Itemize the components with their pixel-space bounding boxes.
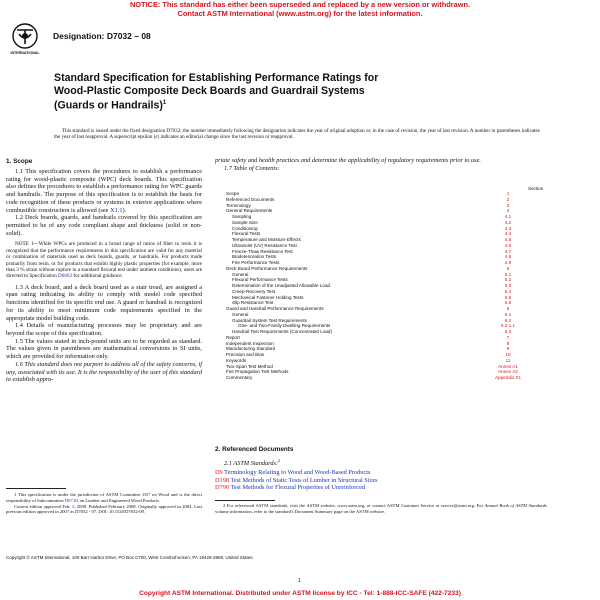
toc-title: Mechanical Fastener Holding Tests (232, 294, 304, 300)
toc-section-link[interactable]: 5 (506, 265, 510, 271)
notice-line-2: Contact ASTM International (www.astm.org) for the latest information. (177, 9, 423, 18)
footnote-rule-right (215, 500, 275, 501)
issuance-note: This standard is issued under the fixed designation D7032; the number immediately following the designation indicates the year of original adoption or, in the case of revision, the year of last revision. A number in parentheses indicates the year of last reapproval. A superscript epsilon (ε) indicates an editorial change since the last revision or reapproval. (54, 128, 540, 141)
toc-title: Biodeterioration Tests (232, 254, 277, 260)
toc-section-link[interactable]: 5.3 (504, 283, 512, 288)
reference-title-link[interactable]: Terminology Relating to Wood and Wood-Based Products (224, 468, 371, 476)
toc-title: Temperature and Moisture Effects (232, 237, 301, 242)
toc-title: Fire Performance Tests (232, 260, 280, 265)
toc-section-link[interactable]: 9 (506, 346, 510, 352)
title-text: Standard Specification for Establishing Performance Ratings for Wood-Plastic Composite Deck Boards and Guardrail Systems (Guards or Handrails) (54, 72, 379, 112)
reference-item (215, 469, 547, 477)
reference-title-link[interactable]: Test Methods of Static Tests of Lumber in Structural Sizes (230, 476, 378, 484)
d07-link[interactable]: D07 (142, 492, 151, 497)
toc-title: Precision and Bias (226, 352, 265, 357)
toc-title: Ultraviolet (UV) Resistance Test (232, 242, 297, 248)
referenced-documents (215, 457, 547, 492)
scope-paragraph-1: 1.1 This specification covers the procedures to establish a performance rating for wood-plastic composite (WPC) deck boards. This specification also defines the procedures to establish a performance rating for WPC guards and handrails. The purpose of this specification is to establish the basis for code recognition of these products or systems in exterior applications where combustible construction is allowed (see X1.1). (6, 168, 202, 214)
table-of-contents (226, 191, 538, 381)
toc-section-link[interactable]: 4.8 (504, 254, 512, 260)
note-1: NOTE 1—While WPCs are produced in a broad range of ratios of fiber to resin it is recognized that the performance requirements in this specification are valid for any material or combination of materials used as deck boards, guards, or handrails. For products made primarily from resin, or for products that exhibit highly plastic properties (for example, more than 3 % strain without rupture in a standard flexural test under ambient conditions), users are directed to Specification D6662 for additional guidance. (6, 241, 202, 280)
toc-section-link[interactable]: Appendix X1 (494, 375, 522, 380)
reference-title-link[interactable]: Test Methods for Flexural Properties of Unreinforced (230, 484, 366, 492)
footnote-rule (6, 488, 66, 489)
toc-title: Independent Inspection (226, 340, 274, 346)
reference-code-link[interactable]: D9 (215, 468, 223, 476)
scope-paragraph-4: 1.4 Details of manufacturing processes may be proprietary and are beyond the scope of this specification. (6, 322, 202, 337)
scope-heading: 1. Scope (6, 158, 33, 165)
toc-title: Slip Resistance Test (232, 300, 274, 306)
toc-title: Manufacturing Standard (226, 346, 276, 352)
referenced-documents-heading: 2. Referenced Documents (215, 446, 294, 453)
toc-section-link[interactable]: 4.6 (504, 242, 512, 248)
toc-section-link[interactable]: 6 (506, 306, 510, 311)
toc-section-link[interactable]: 6.1 (504, 311, 512, 317)
toc-title: Conditioning (232, 225, 258, 231)
reference-code-link[interactable]: D198 (215, 476, 229, 484)
toc-section-link[interactable]: 6.2 (504, 317, 512, 323)
scope-paragraph-2: 1.2 Deck boards, guards, and handrails covered by this specification are permitted to be of any code compliant shape and thickness (solid or non-solid). (6, 214, 202, 237)
x1-1-link[interactable]: X1.1 (110, 206, 123, 214)
toc-section-link[interactable]: 4.9 (504, 260, 512, 265)
toc-title: General (232, 271, 249, 277)
astm-standards-label: 2.1 ASTM Standards:$^2$ (224, 458, 281, 468)
toc-section-link[interactable]: 4 (506, 208, 510, 214)
toc-section-link[interactable]: Annex A1 (498, 363, 518, 369)
toc-title: Freeze-Thaw Resistance Test (232, 248, 293, 254)
left-column (6, 168, 202, 384)
toc-section-link[interactable]: 4.1 (504, 214, 512, 219)
toc-title: Terminology (226, 202, 251, 208)
reference-item (215, 484, 547, 492)
toc-section-link[interactable]: 5.1 (504, 271, 512, 277)
toc-title: Sample Size (232, 219, 258, 225)
reference-code-link[interactable]: D790 (215, 484, 229, 492)
toc-label: 1.7 Table of Contents: (224, 164, 280, 172)
document-title (54, 72, 384, 112)
toc-section-link[interactable]: 7 (506, 334, 510, 340)
scope-continuation: priate safety and health practices and determine the applicability of regulatory requirements prior to use. (215, 157, 481, 164)
reference-item (215, 477, 547, 485)
toc-section-link[interactable]: 5.6 (504, 300, 512, 306)
withdrawn-notice (0, 0, 600, 18)
toc-title: Guardrail System Test Requirements (232, 317, 307, 323)
toc-section-link[interactable]: 4.3 (504, 225, 512, 231)
page-number: 1 (298, 578, 301, 584)
d07-02-link[interactable]: D07.02 (64, 497, 79, 503)
toc-title: General Requirements (226, 208, 273, 214)
toc-title: One- and Two-Family Dwelling Requirements (238, 323, 331, 329)
toc-section-link[interactable]: 4.4 (504, 231, 512, 237)
toc-title: General (232, 311, 249, 317)
scope-paragraph-6: 1.6 This standard does not purport to address all of the safety concerns, if any, associated with its use. It is the responsibility of the user of this standard to establish appro- (6, 360, 202, 384)
toc-title: Sampling (232, 214, 252, 219)
toc-title: Commentary (226, 375, 253, 380)
toc-title: Creep-Recovery Test (232, 288, 276, 294)
toc-section-link[interactable]: 6.2.1.1 (500, 323, 516, 329)
toc-title: Flexural Tests (232, 231, 261, 237)
toc-section-link[interactable]: 11 (505, 357, 511, 363)
toc-title: Deck Board Performance Requirements (226, 265, 308, 271)
astm-logo (8, 22, 42, 58)
title-footnote-marker: 1 (162, 100, 167, 107)
toc-title: Keywords (226, 357, 247, 363)
notice-line-1: NOTICE: This standard has either been superseded and replaced by a new version or withdrawn. (129, 0, 471, 9)
scope-paragraph-3: 1.3 A deck board, and a deck board used as a stair tread, are assigned a span rating indicating its ability to comply with model code specified functions identified for its specific end use. A guard or handrail is recognized for its ability to meet minimum code requirements specified in the appropriate model building code. (6, 283, 202, 322)
logo-wordmark: INTERNATIONAL (10, 51, 40, 55)
toc-section-link[interactable]: 5.2 (504, 277, 512, 283)
toc-title: Scope (226, 191, 240, 196)
toc-section-link[interactable]: 4.7 (504, 248, 512, 254)
toc-title: Handrail Test Requirements (Concentrated Load) (232, 329, 333, 334)
toc-title: Two-Span Test Method (226, 363, 273, 369)
toc-section-link[interactable]: 2 (506, 196, 510, 202)
toc-section-link[interactable]: 4.5 (504, 237, 512, 242)
toc-section-link[interactable]: Annex A2 (498, 369, 518, 375)
reference-list (215, 469, 547, 492)
footnote-1-edition: Current edition approved Feb. 1, 2008. Published February 2008. Originally approved in 2004. Last previous edition approved in 2007 as D7032 - 07. DOI: 10.1520/D7032-08. (6, 503, 202, 515)
scope-paragraph-5: 1.5 The values stated in inch-pound units are to be regarded as standard. The values given in parentheses are mathematical conversions to SI units, which are provided for information only. (6, 337, 202, 361)
footnote-1: 1 This specification is under the jurisdiction of ASTM Committee D07 on Wood and is the direct responsibility of Subcommittee D07.02 on Lumber and Engineered Wood Products. Current edition approved Feb. 1, 2008. Published February 2008. Originally approved in 2004. Last previous edition approved in 2007 as D7032 - 07. DOI: 10.1520/D7032-08. (6, 492, 202, 515)
footnote-2: 2 For referenced ASTM standards, visit the ASTM website, www.astm.org, or contact ASTM Customer Service at service@astm.org. For Annual Book of ASTM Standards volume information, refer to the standard's Document Summary page on the ASTM website. (215, 503, 547, 514)
toc-section-link[interactable]: 4.2 (504, 219, 512, 225)
toc-title: Report (226, 334, 240, 340)
license-footer: Copyright ASTM International. Distributed under ASTM license by ICC - Tel: 1-888-ICC-SAFE (422-7233) (139, 590, 461, 597)
toc-section-link[interactable]: 5.5 (504, 294, 512, 300)
right-column-top (215, 157, 547, 172)
toc-title: Determination of the Unadjusted Allowable Load (232, 283, 331, 288)
toc-section-link[interactable]: 1 (506, 191, 510, 196)
toc-title: Flexural Performance Tests (232, 277, 288, 283)
toc-section-header: Section (528, 186, 544, 191)
d6662-link[interactable]: D6662 (58, 273, 73, 280)
toc-section-link[interactable]: 8 (506, 340, 510, 346)
toc-section-link[interactable]: 5.4 (504, 288, 512, 294)
designation: Designation: D7032 – 08 (53, 31, 151, 41)
copyright-line: Copyright © ASTM International, 100 Barr Harbor Drive, PO Box C700, West Conshohocken, PA 19428-2959, United States. (6, 555, 254, 560)
toc-title: Referenced Documents (226, 196, 275, 202)
toc-row (226, 375, 538, 381)
toc-section-link[interactable]: 10 (505, 352, 511, 357)
toc-section-link[interactable]: 6.3 (504, 329, 512, 334)
toc-title: Guard and Handrail Performance Requirements (226, 306, 324, 311)
toc-section-link[interactable]: 3 (506, 202, 510, 208)
toc-title: Fire Propagation Test Methods (226, 369, 289, 375)
